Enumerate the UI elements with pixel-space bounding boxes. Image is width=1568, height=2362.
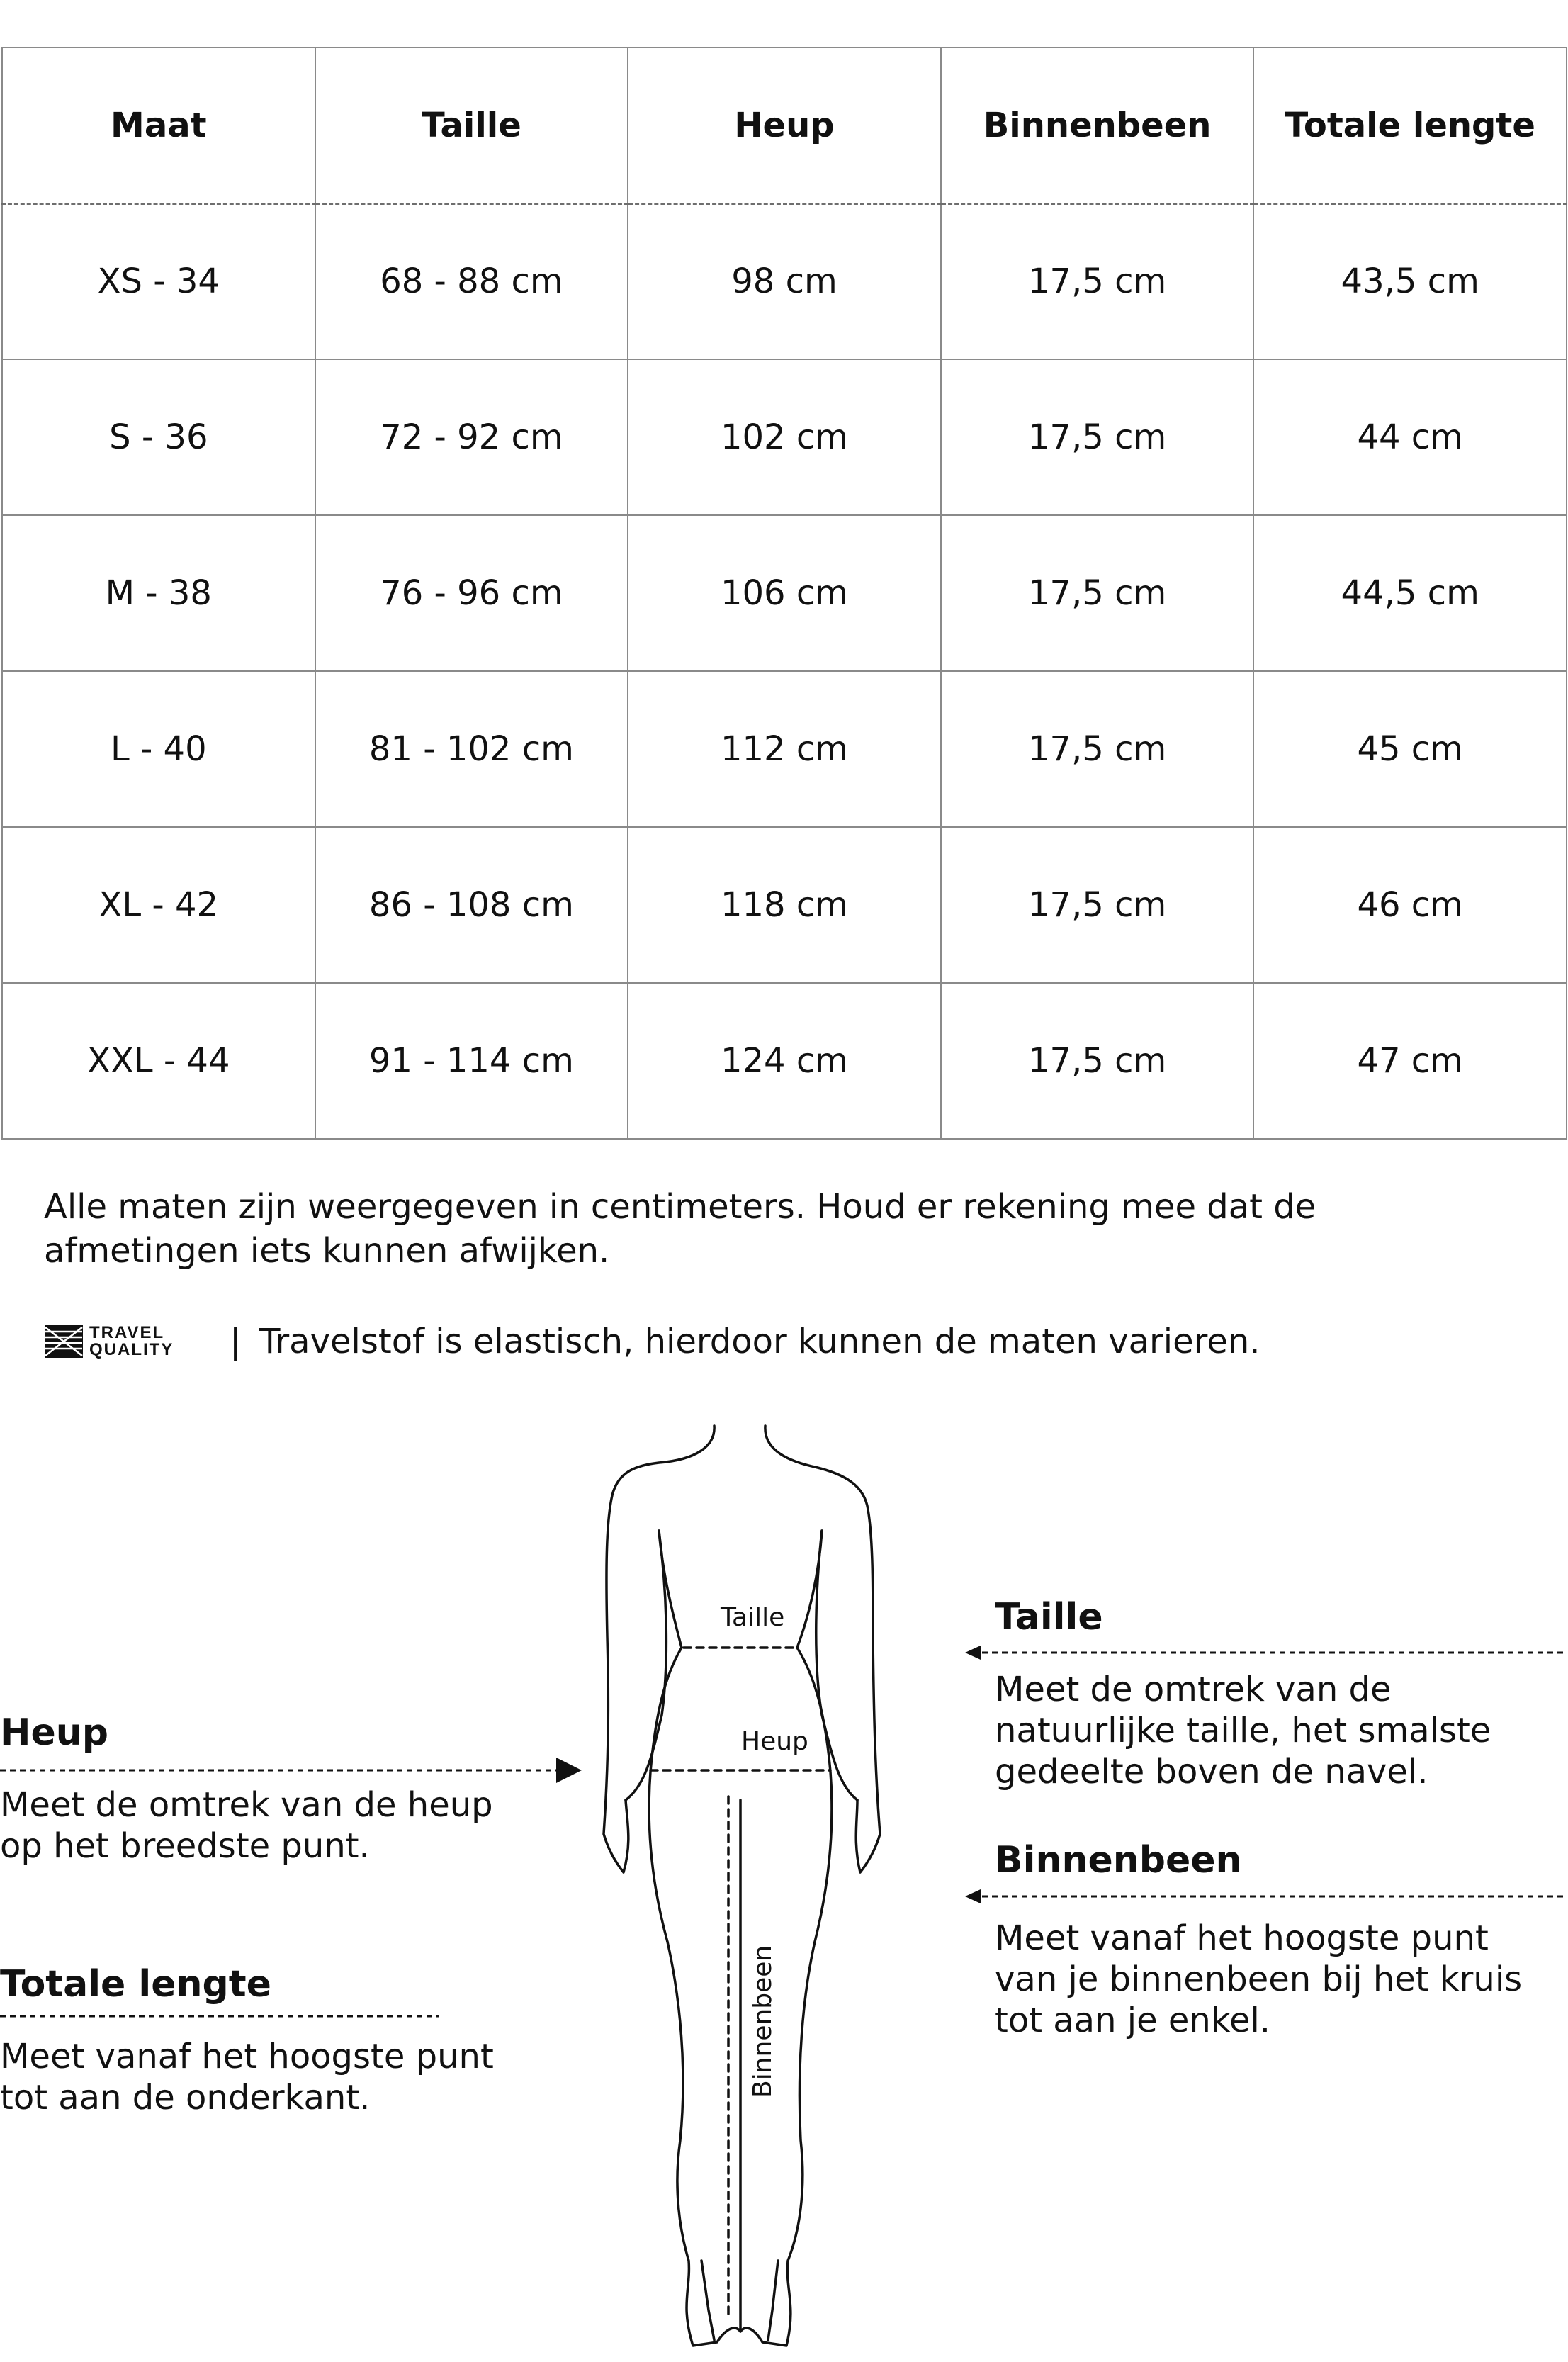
cell-binnenbeen: 17,5 cm xyxy=(941,983,1254,1139)
header-maat: Maat xyxy=(2,47,315,203)
cell-totale-lengte: 44 cm xyxy=(1253,359,1567,515)
logo-line: TRAVEL xyxy=(89,1323,165,1342)
table-row xyxy=(2,827,1567,983)
cell-totale-lengte: 47 cm xyxy=(1253,983,1567,1139)
cell-taille: 72 - 92 cm xyxy=(315,359,628,515)
cell-maat: XL - 42 xyxy=(2,827,315,983)
cell-totale-lengte: 46 cm xyxy=(1253,827,1567,983)
size-table xyxy=(1,47,1567,1140)
totale-lengte-description: Meet vanaf het hoogste punt tot aan de onderkant. xyxy=(0,2037,494,2118)
cell-maat: L - 40 xyxy=(2,671,315,827)
taille-title: Taille xyxy=(995,1596,1103,1638)
cell-heup: 106 cm xyxy=(628,515,941,671)
measurement-note xyxy=(44,1185,1496,1273)
figure-label-heup: Heup xyxy=(741,1727,808,1756)
cell-binnenbeen: 17,5 cm xyxy=(941,203,1254,359)
travel-quality-icon xyxy=(44,1325,84,1359)
figure-label-binnenbeen: Binnenbeen xyxy=(748,1945,777,2098)
header-totale-lengte: Totale lengte xyxy=(1253,47,1567,203)
separator: | xyxy=(230,1322,242,1361)
header-binnenbeen: Binnenbeen xyxy=(941,47,1254,203)
cell-taille: 68 - 88 cm xyxy=(315,203,628,359)
cell-heup: 118 cm xyxy=(628,827,941,983)
binnenbeen-description: Meet vanaf het hoogste punt van je binnenbeen bij het kruis tot aan je enkel. xyxy=(995,1918,1523,2040)
cell-maat: XXL - 44 xyxy=(2,983,315,1139)
travel-text: Travelstof is elastisch, hierdoor kunnen de maten varieren. xyxy=(259,1322,1260,1361)
header-heup: Heup xyxy=(628,47,941,203)
cell-maat: M - 38 xyxy=(2,515,315,671)
cell-taille: 86 - 108 cm xyxy=(315,827,628,983)
cell-heup: 112 cm xyxy=(628,671,941,827)
note-line: Alle maten zijn weergegeven in centimeters. Houd er rekening mee dat de xyxy=(44,1187,1316,1227)
binnenbeen-title: Binnenbeen xyxy=(995,1839,1242,1882)
cell-binnenbeen: 17,5 cm xyxy=(941,671,1254,827)
cell-maat: XS - 34 xyxy=(2,203,315,359)
heup-description: Meet de omtrek van de heup op het breedste punt. xyxy=(0,1785,493,1866)
cell-totale-lengte: 44,5 cm xyxy=(1253,515,1567,671)
cell-totale-lengte: 45 cm xyxy=(1253,671,1567,827)
table-row xyxy=(2,515,1567,671)
cell-totale-lengte: 43,5 cm xyxy=(1253,203,1567,359)
measurement-figure xyxy=(0,1403,1568,2362)
body-outline-diagram xyxy=(0,1403,1568,2362)
figure-label-taille: Taille xyxy=(721,1603,785,1632)
cell-heup: 98 cm xyxy=(628,203,941,359)
cell-maat: S - 36 xyxy=(2,359,315,515)
travel-quality-logo xyxy=(44,1324,208,1359)
heup-title: Heup xyxy=(0,1711,109,1754)
table-row xyxy=(2,359,1567,515)
cell-binnenbeen: 17,5 cm xyxy=(941,359,1254,515)
table-header-row xyxy=(2,47,1567,203)
cell-taille: 91 - 114 cm xyxy=(315,983,628,1139)
cell-heup: 102 cm xyxy=(628,359,941,515)
header-taille: Taille xyxy=(315,47,628,203)
cell-taille: 81 - 102 cm xyxy=(315,671,628,827)
totale-lengte-title: Totale lengte xyxy=(0,1963,271,2006)
table-row xyxy=(2,203,1567,359)
travel-quality-row xyxy=(44,1317,1260,1366)
cell-binnenbeen: 17,5 cm xyxy=(941,827,1254,983)
table-row xyxy=(2,671,1567,827)
cell-taille: 76 - 96 cm xyxy=(315,515,628,671)
logo-line: QUALITY xyxy=(89,1340,174,1359)
table-row xyxy=(2,983,1567,1139)
taille-description: Meet de omtrek van de natuurlijke taille, het smalste gedeelte boven de navel. xyxy=(995,1670,1491,1792)
cell-binnenbeen: 17,5 cm xyxy=(941,515,1254,671)
cell-heup: 124 cm xyxy=(628,983,941,1139)
note-line: afmetingen iets kunnen afwijken. xyxy=(44,1231,610,1271)
